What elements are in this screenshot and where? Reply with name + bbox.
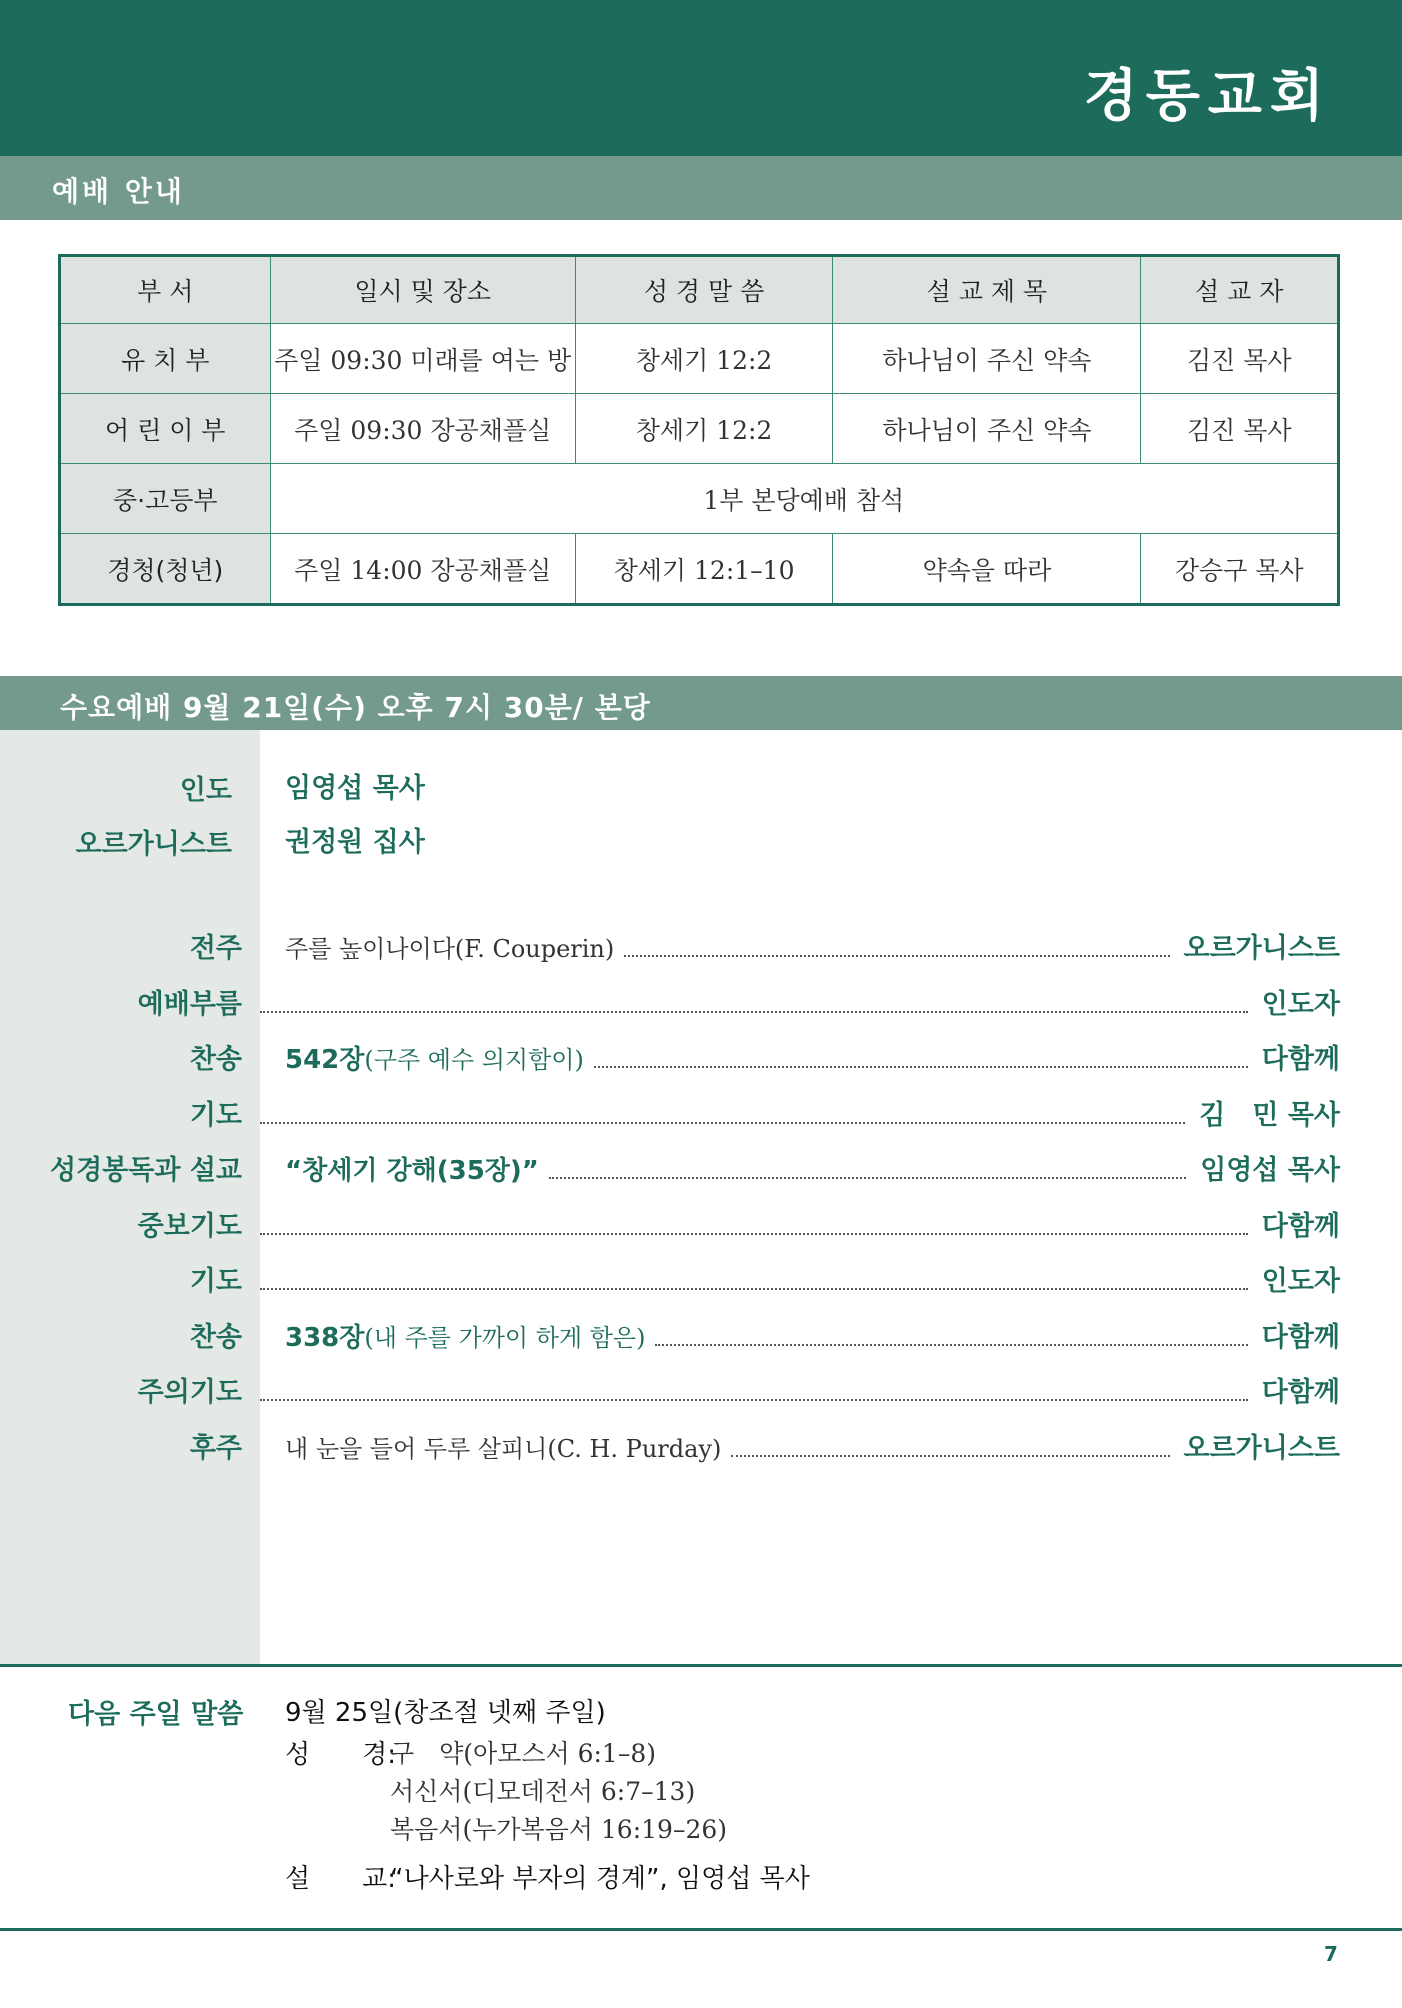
leader-role: 인도	[179, 775, 232, 806]
order-item-label: 찬송	[189, 1322, 242, 1353]
divider	[0, 1664, 1402, 1667]
dot-leader	[260, 1233, 1248, 1235]
sermon-label: 설 교:	[285, 1864, 396, 1894]
order-item-title: (내 주를 가까이 하게 함은)	[364, 1324, 646, 1352]
scripture-line: 구 약(아모스서 6:1–8)	[390, 1739, 656, 1768]
dot-leader	[260, 1011, 1248, 1013]
order-item-person: 다함께	[1261, 1044, 1340, 1075]
leader-name: 임영섭 목사	[285, 773, 425, 804]
order-item-description	[260, 929, 624, 964]
order-item-description	[260, 1317, 655, 1354]
order-item-label: 기도	[189, 1266, 242, 1297]
order-item-label: 전주	[189, 933, 242, 964]
order-item-description	[260, 1429, 731, 1464]
dot-leader	[260, 1288, 1248, 1290]
dept-cell: 중·고등부	[60, 464, 271, 534]
hymn-number: “창세기 강해(35장)”	[285, 1156, 539, 1186]
order-item-label: 예배부름	[137, 989, 242, 1020]
column-header: 일시 및 장소	[270, 256, 575, 324]
wednesday-service-title: 수요예배 9월 21일(수) 오후 7시 30분/ 본당	[60, 691, 651, 724]
order-item	[189, 1315, 1340, 1355]
left-label-panel	[0, 730, 260, 1664]
scripture-line: 서신서(디모데전서 6:7–13)	[390, 1777, 696, 1806]
next-week-date: 9월 25일(창조절 넷째 주일)	[285, 1698, 606, 1728]
order-item-label: 중보기도	[137, 1211, 242, 1242]
order-item	[137, 1370, 1340, 1410]
preacher-cell: 김진 목사	[1141, 394, 1339, 464]
dot-leader	[594, 1066, 1248, 1068]
hymn-number: 338장	[285, 1323, 365, 1353]
dot-leader	[260, 1399, 1248, 1401]
preacher-cell: 강승구 목사	[1141, 534, 1339, 605]
time-place-cell: 주일 09:30 장공채플실	[270, 394, 575, 464]
table-row	[60, 324, 1339, 394]
sermon-cell: 약속을 따라	[833, 534, 1141, 605]
order-item-description	[260, 1039, 594, 1076]
bottom-divider	[0, 1928, 1402, 1931]
dept-cell: 어 린 이 부	[60, 394, 271, 464]
dot-leader	[624, 955, 1169, 957]
header-bar	[0, 0, 1402, 156]
sermon-cell: 하나님이 주신 약속	[833, 324, 1141, 394]
scripture-cell: 창세기 12:2	[575, 394, 832, 464]
order-item	[189, 1259, 1340, 1299]
order-item-label: 기도	[189, 1100, 242, 1131]
dept-cell: 유 치 부	[60, 324, 271, 394]
service-guide-title: 예배 안내	[52, 175, 185, 208]
dot-leader	[731, 1455, 1169, 1457]
scripture-cell: 창세기 12:2	[575, 324, 832, 394]
wednesday-service-bar	[0, 676, 1402, 730]
order-item	[137, 982, 1340, 1022]
order-item-title: 주를 높이나이다(F. Couperin)	[285, 935, 615, 963]
merged-cell: 1부 본당예배 참석	[270, 464, 1339, 534]
next-week-label: 다음 주일 말씀	[68, 1699, 244, 1730]
table-header-row	[60, 256, 1339, 324]
order-item-person: 인도자	[1261, 989, 1340, 1020]
order-item	[50, 1148, 1340, 1188]
order-item-description	[260, 1150, 549, 1187]
column-header: 부 서	[60, 256, 271, 324]
column-header: 설 교 제 목	[833, 256, 1141, 324]
sermon-info: “나사로와 부자의 경계”, 임영섭 목사	[390, 1864, 810, 1894]
organist-name: 권정원 집사	[285, 827, 425, 858]
table-row	[60, 394, 1339, 464]
page-number: 7	[1324, 1942, 1338, 1966]
dot-leader	[655, 1344, 1247, 1346]
table-row	[60, 464, 1339, 534]
order-item	[137, 1204, 1340, 1244]
order-item-person: 다함께	[1261, 1377, 1340, 1408]
column-header: 설 교 자	[1141, 256, 1339, 324]
dot-leader	[260, 1122, 1185, 1124]
scripture-label: 성 경:	[285, 1740, 396, 1770]
order-item	[189, 1093, 1340, 1133]
church-logo: 경동교회	[1083, 64, 1332, 129]
time-place-cell: 주일 14:00 장공채플실	[270, 534, 575, 605]
organist-role: 오르가니스트	[75, 829, 232, 860]
column-header: 성 경 말 씀	[575, 256, 832, 324]
dept-cell: 경청(청년)	[60, 534, 271, 605]
order-item	[189, 1037, 1340, 1077]
order-item	[189, 926, 1340, 966]
service-guide-bar	[0, 156, 1402, 220]
order-item-label: 주의기도	[137, 1377, 242, 1408]
order-item-person: 임영섭 목사	[1200, 1155, 1340, 1186]
scripture-line: 복음서(누가복음서 16:19–26)	[390, 1815, 728, 1844]
table-row	[60, 534, 1339, 605]
sermon-cell: 하나님이 주신 약속	[833, 394, 1141, 464]
scripture-cell: 창세기 12:1–10	[575, 534, 832, 605]
time-place-cell: 주일 09:30 미래를 여는 방	[270, 324, 575, 394]
order-item-person: 김 민 목사	[1199, 1100, 1340, 1131]
preacher-cell: 김진 목사	[1141, 324, 1339, 394]
order-item	[189, 1426, 1340, 1466]
order-item-label: 후주	[189, 1433, 242, 1464]
order-item-label: 찬송	[189, 1044, 242, 1075]
dot-leader	[549, 1177, 1186, 1179]
order-item-person: 오르가니스트	[1183, 933, 1340, 964]
order-item-title: (구주 예수 의지함이)	[364, 1046, 584, 1074]
order-item-title: 내 눈을 들어 두루 살피니(C. H. Purday)	[285, 1435, 722, 1463]
order-item-person: 인도자	[1261, 1266, 1340, 1297]
service-schedule-table	[58, 254, 1340, 606]
order-item-label: 성경봉독과 설교	[50, 1155, 242, 1186]
hymn-number: 542장	[285, 1045, 365, 1075]
order-item-person: 다함께	[1261, 1211, 1340, 1242]
order-item-person: 오르가니스트	[1183, 1433, 1340, 1464]
order-item-person: 다함께	[1261, 1322, 1340, 1353]
